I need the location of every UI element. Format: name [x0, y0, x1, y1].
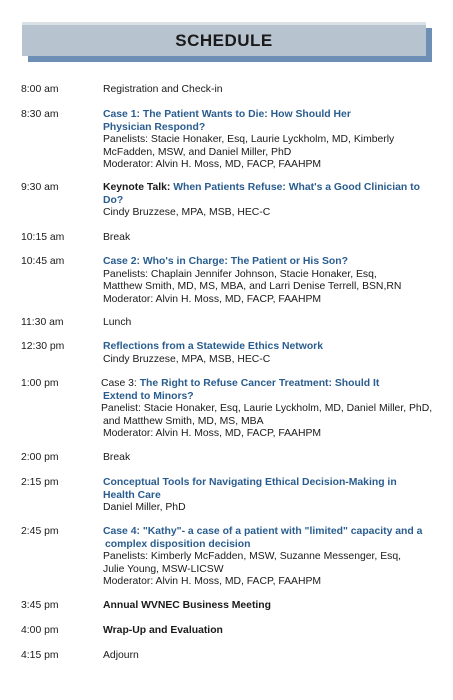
item-body: [103, 477, 433, 515]
item-body: [103, 256, 433, 306]
time-label: 2:15 pm: [21, 477, 59, 488]
item-body: [103, 109, 433, 172]
session-detail: Cindy Bruzzese, MPA, MSB, HEC-C: [103, 207, 271, 218]
session-title: Health Care: [103, 489, 161, 501]
time-label: 2:00 pm: [21, 452, 59, 463]
item-text: Registration and Check-in: [103, 84, 223, 95]
session-title: complex disposition decision: [105, 538, 251, 550]
session-detail: Moderator: Alvin H. Moss, MD, FACP, FAAHPM: [103, 576, 322, 587]
session-title: Case 2: Who's in Charge: The Patient or His Son?: [103, 256, 348, 267]
item-body: [103, 526, 433, 589]
item-text: Adjourn: [103, 650, 139, 661]
session-prefix: Keynote Talk:: [103, 182, 174, 193]
item-body: [103, 600, 433, 613]
session-title: Case 1: The Patient Wants to Die: How Should Her: [103, 109, 351, 120]
session-detail: Moderator: Alvin H. Moss, MD, FACP, FAAHPM: [103, 159, 322, 170]
session-detail: Panelists: Kimberly McFadden, MSW, Suzanne Messenger, Esq,: [103, 551, 401, 562]
session-detail: Panelists: Chaplain Jennifer Johnson, Stacie Honaker, Esq,: [103, 268, 377, 280]
time-label: 1:00 pm: [21, 378, 59, 389]
session-detail: Panelists: Stacie Honaker, Esq, Laurie Lyckholm, MD, Kimberly: [103, 134, 395, 145]
time-label: 9:30 am: [21, 182, 59, 193]
session-detail: Julie Young, MSW-LICSW: [103, 563, 224, 575]
item-text: Break: [103, 452, 131, 463]
session-title: Physician Respond?: [103, 121, 206, 133]
session-detail: Daniel Miller, PhD: [103, 502, 186, 513]
session-detail: and Matthew Smith, MD, MS, MBA: [103, 415, 264, 427]
item-body: [103, 232, 433, 245]
session-detail: Panelist: Stacie Honaker, Esq, Laurie Lyckholm, MD, Daniel Miller, PhD,: [101, 403, 433, 414]
session-prefix: Case 3:: [101, 378, 140, 389]
item-body: [103, 84, 433, 97]
session-title: Extend to Minors?: [103, 390, 194, 402]
item-body: [103, 650, 433, 663]
session-detail: Moderator: Alvin H. Moss, MD, FACP, FAAHPM: [103, 293, 322, 305]
time-label: 2:45 pm: [21, 526, 59, 537]
session-detail: Matthew Smith, MD, MS, MBA, and Larri Denise Terrell, BSN,RN: [103, 281, 402, 292]
item-body: [103, 452, 433, 465]
session-title: Reflections from a Statewide Ethics Network: [103, 341, 323, 352]
item-body: [101, 378, 431, 441]
time-label: 3:45 pm: [21, 600, 59, 611]
item-text: Wrap-Up and Evaluation: [103, 625, 223, 636]
item-body: [103, 625, 433, 638]
time-label: 10:45 am: [21, 256, 65, 267]
schedule-banner: [22, 22, 440, 66]
session-title: Case 4: "Kathy"- a case of a patient with "limited" capacity and a: [103, 526, 423, 537]
time-label: 4:00 pm: [21, 625, 59, 636]
time-label: 8:30 am: [21, 109, 59, 120]
session-title: When Patients Refuse: What's a Good Clinician to: [173, 182, 420, 193]
item-body: [103, 317, 433, 330]
session-title: Do?: [103, 194, 124, 206]
item-text: Break: [103, 232, 131, 243]
page-title: SCHEDULE: [175, 30, 273, 50]
time-label: 10:15 am: [21, 232, 65, 243]
item-body: [103, 341, 433, 366]
time-label: 4:15 pm: [21, 650, 59, 661]
session-detail: McFadden, MSW, and Daniel Miller, PhD: [103, 146, 292, 158]
item-text: Lunch: [103, 317, 132, 328]
session-title: The Right to Refuse Cancer Treatment: Should It: [139, 378, 380, 389]
session-detail: Moderator: Alvin H. Moss, MD, FACP, FAAHPM: [103, 428, 322, 439]
time-label: 11:30 am: [21, 317, 64, 328]
item-text: Annual WVNEC Business Meeting: [103, 600, 272, 611]
time-label: 12:30 pm: [21, 341, 65, 352]
session-title: Conceptual Tools for Navigating Ethical Decision-Making in: [103, 477, 397, 488]
time-label: 8:00 am: [21, 84, 59, 95]
session-detail: Cindy Bruzzese, MPA, MSB, HEC-C: [103, 353, 271, 365]
item-body: [103, 182, 433, 220]
banner-bar: [22, 22, 426, 56]
